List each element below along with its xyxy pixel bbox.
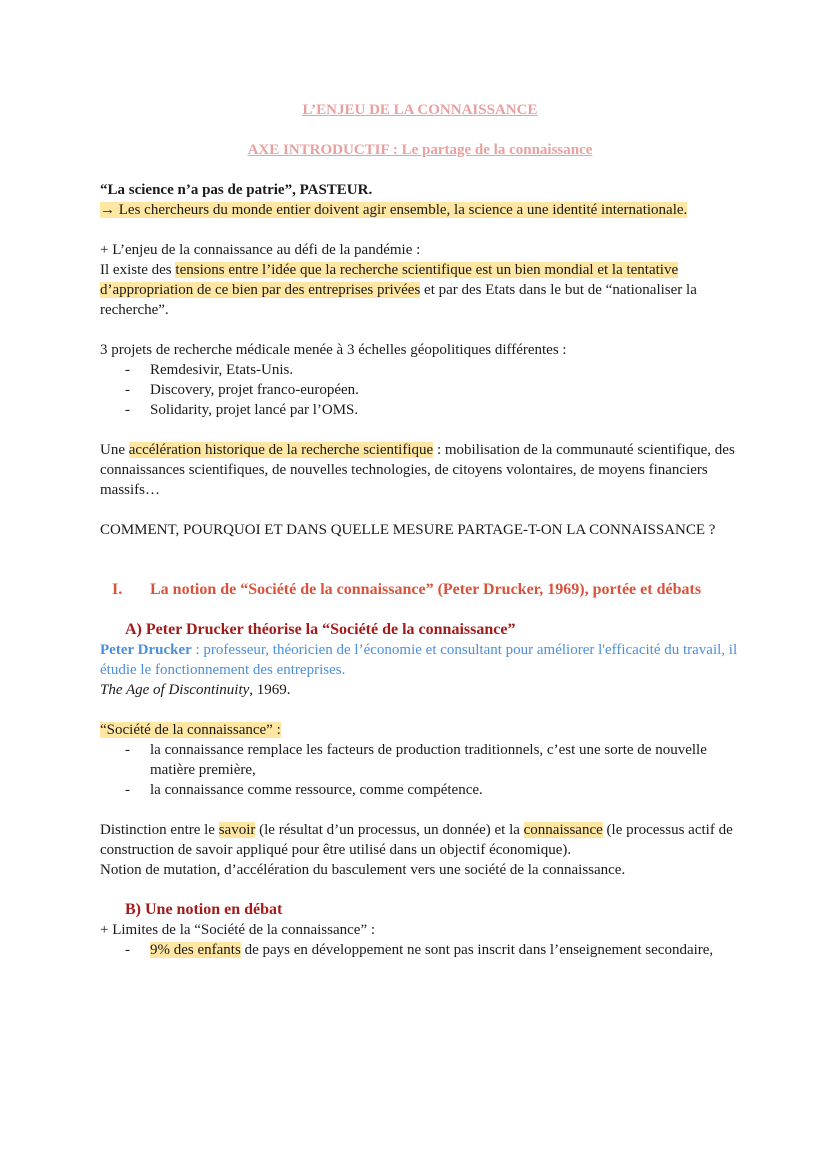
pandemic-paragraph bbox=[100, 260, 740, 320]
book-reference bbox=[100, 680, 740, 700]
section-1-number: I. bbox=[112, 581, 123, 598]
limits-heading: + Limites de la “Société de la connaissance” : bbox=[100, 922, 376, 938]
list-item: - la connaissance comme ressource, comme compétence. bbox=[100, 780, 740, 800]
list-item: - Discovery, projet franco-européen. bbox=[100, 380, 740, 400]
problem-statement: COMMENT, POURQUOI ET DANS QUELLE MESURE PARTAGE-T-ON LA CONNAISSANCE ? bbox=[100, 522, 716, 538]
pandemic-highlight: tensions entre l’idée que la recherche scientifique est un bien mondial et la tentative d’appropriation de ce bien par des entreprises privées bbox=[100, 262, 679, 298]
limits-text: de pays en développement ne sont pas inscrit dans l’enseignement secondaire, bbox=[240, 942, 714, 958]
projects-intro: 3 projets de recherche médicale menée à 3 échelles géopolitiques différentes : bbox=[100, 342, 567, 358]
accel-text-a: Une bbox=[100, 442, 129, 458]
savoir-highlight: savoir bbox=[218, 822, 256, 838]
accel-text-b: : mobilisation de la communauté scientifique, des connaissances scientifiques, de nouvelles technologies, de citoyens volontaires, de moyens financiers massifs… bbox=[100, 442, 735, 498]
arrow-line bbox=[100, 200, 740, 220]
section-1-heading bbox=[100, 580, 740, 600]
connaissance-highlight: connaissance bbox=[523, 822, 603, 838]
document-page bbox=[100, 96, 740, 960]
arrow-line-highlight: → Les chercheurs du monde entier doivent agir ensemble, la science a une identité internationale. bbox=[100, 202, 688, 218]
subsection-b-heading: B) Une notion en débat bbox=[125, 901, 283, 918]
pandemic-text-a: Il existe des bbox=[100, 262, 176, 278]
drucker-name: Peter Drucker bbox=[100, 642, 192, 658]
societe-list bbox=[100, 740, 740, 800]
drucker-description bbox=[100, 640, 740, 680]
document-subtitle: AXE INTRODUCTIF : Le partage de la connaissance bbox=[247, 142, 593, 158]
dist-text-b: (le résultat d’un processus, un donnée) et la bbox=[255, 822, 524, 838]
projects-list bbox=[100, 360, 740, 420]
dist-text-a: Distinction entre le bbox=[100, 822, 219, 838]
pasteur-quote: “La science n’a pas de patrie”, PASTEUR. bbox=[100, 182, 373, 198]
mutation-line: Notion de mutation, d’accélération du basculement vers une société de la connaissance. bbox=[100, 862, 626, 878]
distinction-paragraph bbox=[100, 820, 740, 860]
subsection-a-heading: A) Peter Drucker théorise la “Société de la connaissance” bbox=[125, 621, 516, 638]
limits-list bbox=[100, 940, 740, 960]
list-item: - Solidarity, projet lancé par l’OMS. bbox=[100, 400, 740, 420]
list-item: - la connaissance remplace les facteurs de production traditionnels, c’est une sorte de nouvelle matière première, bbox=[100, 740, 740, 780]
book-year: , 1969. bbox=[249, 682, 291, 698]
societe-heading bbox=[100, 720, 740, 740]
acceleration-paragraph bbox=[100, 440, 740, 500]
accel-highlight: accélération historique de la recherche scientifique bbox=[128, 442, 434, 458]
list-item: - Remdesivir, Etats-Unis. bbox=[100, 360, 740, 380]
book-title: The Age of Discontinuity bbox=[100, 682, 250, 698]
societe-highlight: “Société de la connaissance” : bbox=[100, 722, 281, 738]
dist-text-c: (le processus actif de construction de savoir appliqué pour être utilisé dans un objectif économique). bbox=[100, 822, 733, 858]
pandemic-heading: + L’enjeu de la connaissance au défi de la pandémie : bbox=[100, 242, 421, 258]
list-item bbox=[100, 940, 740, 960]
document-title: L’ENJEU DE LA CONNAISSANCE bbox=[302, 102, 538, 118]
limits-highlight: 9% des enfants bbox=[150, 942, 241, 958]
pandemic-text-b: et par des Etats dans le but de “nationaliser la recherche”. bbox=[100, 282, 697, 318]
section-1-title: La notion de “Société de la connaissance” (Peter Drucker, 1969), portée et débats bbox=[150, 581, 702, 598]
drucker-desc: : professeur, théoricien de l’économie et consultant pour améliorer l'efficacité du travail, il étudie le fonctionnement des entreprises. bbox=[100, 642, 738, 678]
